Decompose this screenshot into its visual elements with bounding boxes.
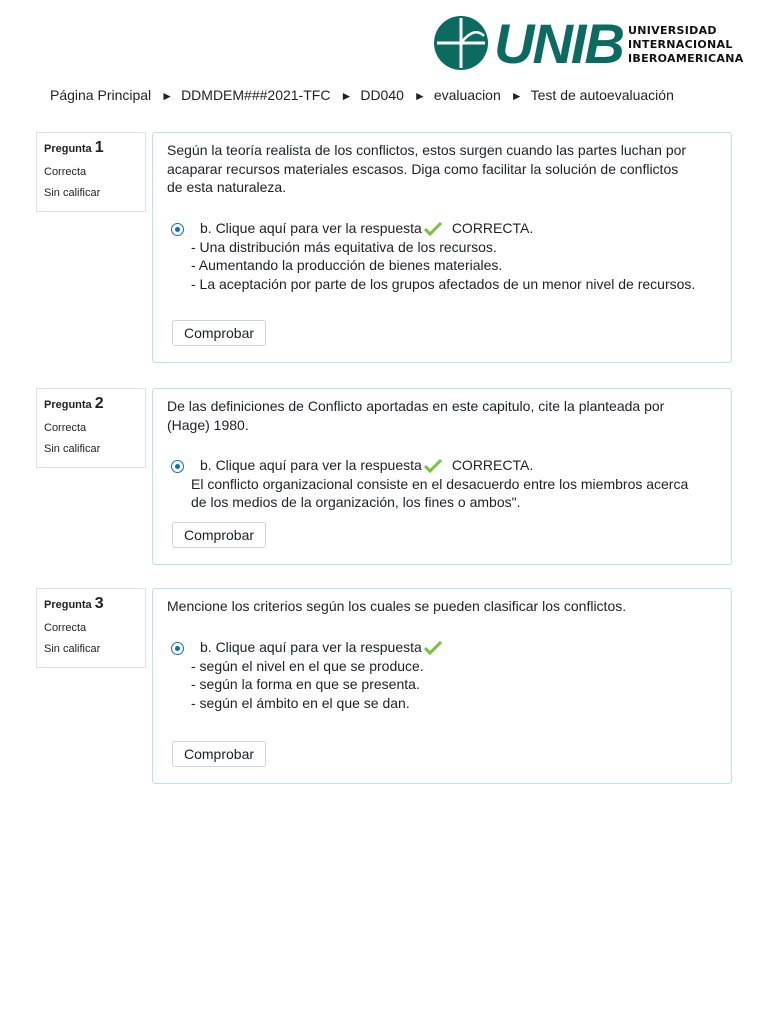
question-text: Mencione los criterios según los cuales se pueden clasificar los conflictos. — [167, 598, 627, 614]
question-info-2 — [36, 388, 146, 468]
breadcrumb-separator-icon: ► — [510, 89, 523, 103]
question-text: De las definiciones de Conflicto aportadas en este capitulo, cite la planteada por (Hage) 1980. — [167, 398, 665, 433]
answer-label: b. Clique aquí para ver la respuesta — [200, 639, 422, 655]
question-grade: Sin calificar — [44, 643, 101, 655]
checkmark-icon — [424, 641, 442, 655]
question-status: Correcta — [44, 622, 87, 634]
question-number: Pregunta 3 — [44, 595, 104, 612]
answer-detail: El conflicto organizacional consiste en el desacuerdo entre los miembros acerca de los medios de la organización, los fines o ambos". — [191, 475, 689, 510]
comprobar-button[interactable]: Comprobar — [172, 741, 266, 767]
question-card-2 — [152, 388, 732, 565]
question-grade: Sin calificar — [44, 187, 101, 199]
breadcrumb-current[interactable]: Test de autoevaluación — [530, 87, 674, 103]
logo-line: IBEROAMERICANA — [628, 52, 744, 65]
checkmark-icon — [424, 459, 442, 473]
breadcrumb-home[interactable]: Página Principal — [50, 87, 152, 103]
logo-wordmark: UNIB — [494, 12, 623, 75]
answer-option[interactable] — [171, 638, 452, 712]
answer-detail: - Una distribución más equitativa de los recursos. — [191, 238, 497, 255]
question-status: Correcta — [44, 166, 87, 178]
answer-detail: - según el nivel en el que se produce. — [191, 657, 424, 674]
logo-subtitle — [628, 24, 744, 66]
breadcrumb-separator-icon: ► — [161, 89, 174, 103]
answer-detail: - Aumentando la producción de bienes materiales. — [191, 257, 503, 273]
breadcrumb — [50, 87, 674, 103]
radio-selected-icon[interactable] — [171, 223, 184, 236]
answer-verdict: CORRECTA. — [451, 220, 534, 236]
radio-selected-icon[interactable] — [171, 460, 184, 473]
question-info-3 — [36, 588, 146, 668]
answer-option[interactable] — [171, 219, 695, 293]
answer-detail: - según el ámbito en el que se dan. — [191, 694, 410, 711]
answer-verdict: CORRECTA. — [451, 457, 534, 473]
question-card-1 — [152, 132, 732, 363]
comprobar-button[interactable]: Comprobar — [172, 320, 266, 346]
radio-selected-icon[interactable] — [171, 642, 184, 655]
breadcrumb-separator-icon: ► — [413, 89, 426, 103]
question-text: Según la teoría realista de los conflictos, estos surgen cuando las partes luchan por acaparar recursos materiales escasos. Diga como facilitar la solución de conflictos de esta naturaleza. — [167, 142, 687, 195]
logo-line: INTERNACIONAL — [628, 38, 733, 51]
logo-line: UNIVERSIDAD — [628, 24, 717, 37]
answer-option[interactable] — [171, 456, 701, 512]
question-number: Pregunta 1 — [44, 139, 104, 156]
question-card-3 — [152, 588, 732, 784]
question-info-1 — [36, 132, 146, 212]
breadcrumb-separator-icon: ► — [340, 89, 353, 103]
question-status: Correcta — [44, 422, 87, 434]
breadcrumb-module[interactable]: DD040 — [360, 87, 404, 103]
globe-logo-icon — [434, 16, 488, 70]
checkmark-icon — [424, 222, 442, 236]
answer-label: b. Clique aquí para ver la respuesta — [200, 457, 422, 473]
comprobar-button[interactable]: Comprobar — [172, 522, 266, 548]
unib-logo — [434, 12, 744, 75]
answer-label: b. Clique aquí para ver la respuesta — [200, 220, 422, 236]
answer-detail: - La aceptación por parte de los grupos afectados de un menor nivel de recursos. — [191, 275, 696, 292]
question-number: Pregunta 2 — [44, 395, 104, 412]
question-grade: Sin calificar — [44, 443, 101, 455]
answer-detail: - según la forma en que se presenta. — [191, 676, 420, 692]
breadcrumb-course[interactable]: DDMDEM###2021-TFC — [181, 87, 331, 103]
breadcrumb-section[interactable]: evaluacion — [433, 87, 501, 103]
